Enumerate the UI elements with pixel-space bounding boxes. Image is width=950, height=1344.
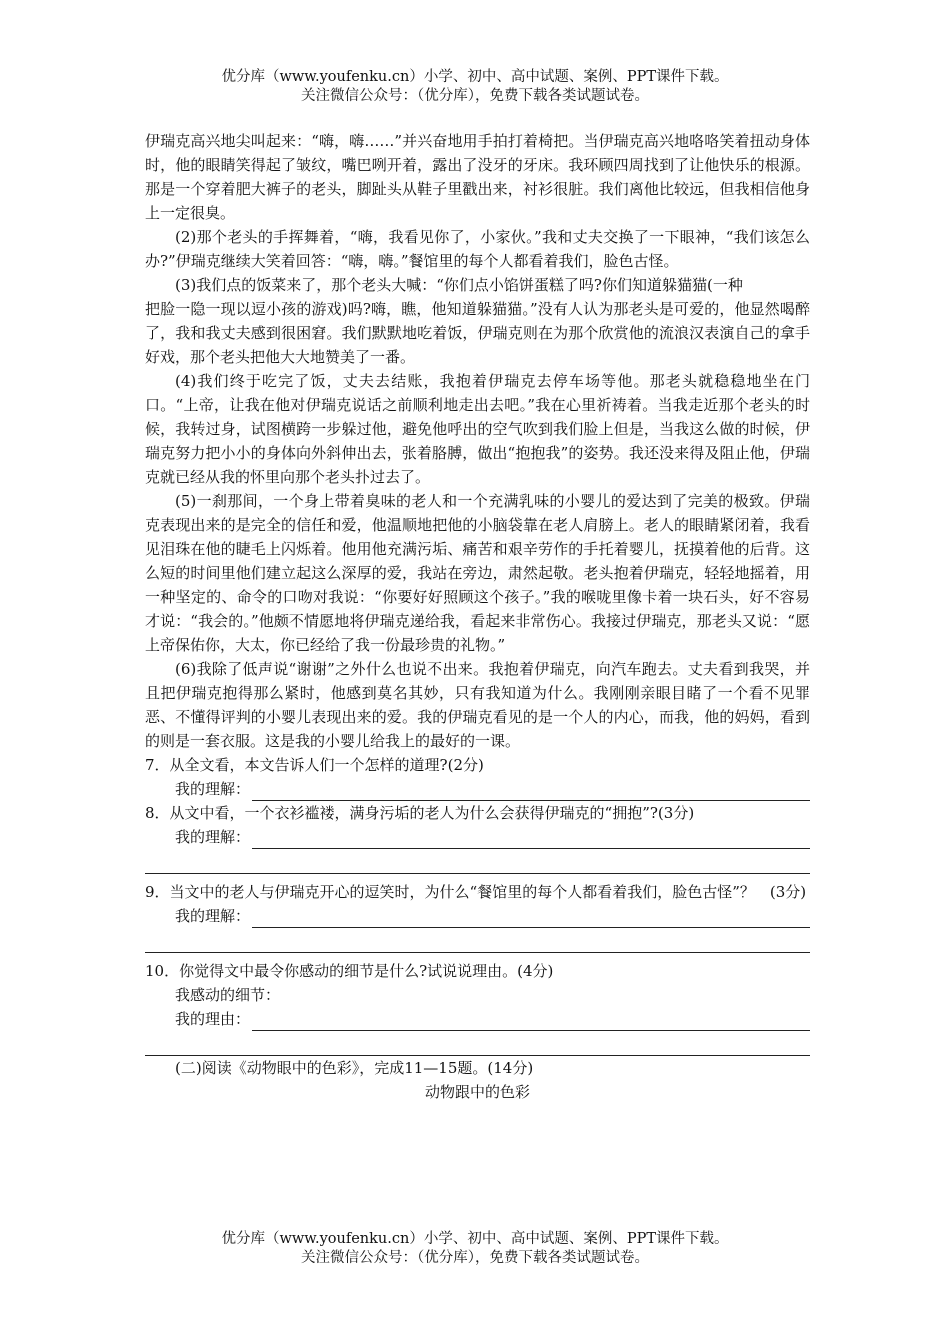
question-10: 10．你觉得文中最令你感动的细节是什么?试说说理由。(4分) [145,962,554,980]
footer-line-1: 优分库（www.youfenku.cn）小学、初中、高中试题、案例、PPT课件下载。 [221,1231,729,1247]
answer-blank-7[interactable] [252,782,810,801]
answer-blank-8[interactable] [252,830,810,849]
answer-row-9 [175,904,810,928]
question-9: 9．当文中的老人与伊瑞克开心的逗笑时，为什么“餐馆里的每个人都看着我们，脸色古怪”？ (3分) [145,883,807,901]
answer-row-7 [175,777,810,801]
answer-row-10-reason [175,1007,810,1031]
document-body [145,129,810,1104]
header-line-1: 优分库（www.youfenku.cn）小学、初中、高中试题、案例、PPT课件下载。 [221,69,729,85]
answer-line-10b[interactable] [145,1031,810,1056]
answer-line-8b[interactable] [145,849,810,874]
footer-line-2: 关注微信公众号：（优分库），免费下载各类试题试卷。 [301,1250,649,1266]
answer-blank-10[interactable] [252,1012,810,1031]
reason-label: 我的理由： [175,1010,251,1028]
paragraph-3a: (3)我们点的饭菜来了，那个老头大喊：“你们点小馅饼蛋糕了吗?你们知道躲猫猫(一种 [175,276,743,294]
header-line-2: 关注微信公众号：（优分库），免费下载各类试题试卷。 [301,88,649,104]
page-header [0,68,950,106]
question-7: 7．从全文看，本文告诉人们一个怎样的道理?(2分) [145,756,484,774]
paragraph-4: (4)我们终于吃完了饭，丈夫去结账，我抱着伊瑞克去停车场等他。那老头就稳稳地坐在门口。“上帝，让我在他对伊瑞克说话之前顺利地走出去吧。”我在心里祈祷着。当我走近那个老头的时候，我转过身，试图横跨一步躲过他，避免他呼出的空气吹到我们脸上但是，当我这么做的时候，伊瑞克努力把小小的身体向外斜伸出去，张着胳膊，做出“抱抱我”的姿势。我还没来得及阻止他，伊瑞克就已经从我的怀里向那个老头扑过去了。 [145,372,810,486]
answer-blank-9[interactable] [252,909,810,928]
paragraph-5: (5)一刹那间，一个身上带着臭味的老人和一个充满乳味的小婴儿的爱达到了完美的极致。伊瑞克表现出来的是完全的信任和爱，他温顺地把他的小脑袋靠在老人肩膀上。老人的眼睛紧闭着，我看见泪珠在他的睫毛上闪烁着。他用他充满污垢、痛苦和艰辛劳作的手托着婴儿，抚摸着他的后背。这么短的时间里他们建立起这么深厚的爱，我站在旁边，肃然起敬。老头抱着伊瑞克，轻轻地摇着，用一种坚定的、命令的口吻对我说：“你要好好照顾这个孩子。”我的喉咙里像卡着一块石头，好不容易才说：“我会的。”他颇不情愿地将伊瑞克递给我，看起来非常伤心。我接过伊瑞克，那老头又说：“愿上帝保佑你，大太，你已经给了我一份最珍贵的礼物。” [145,492,810,654]
answer-label: 我的理解： [175,828,251,846]
question-8: 8．从文中看，一个衣衫褴褛，满身污垢的老人为什么会获得伊瑞克的“拥抱”?(3分) [145,804,695,822]
detail-label: 我感动的细节： [175,986,281,1004]
answer-row-8 [175,825,810,849]
paragraph-1: 伊瑞克高兴地尖叫起来：“嗨，嗨……”并兴奋地用手拍打着椅把。当伊瑞克高兴地咯咯笑着扭动身体时，他的眼睛笑得起了皱纹，嘴巴咧开着，露出了没牙的牙床。我环顾四周找到了让他快乐的根源。那是一个穿着肥大裤子的老头，脚趾头从鞋子里戳出来，衬衫很脏。我们离他比较远，但我相信他身上一定很臭。 [145,132,810,222]
answer-row-10-detail [175,983,810,1007]
page-footer [0,1230,950,1268]
answer-label: 我的理解： [175,907,251,925]
paragraph-6: (6)我除了低声说“谢谢”之外什么也说不出来。我抱着伊瑞克，向汽车跑去。丈夫看到我哭，并且把伊瑞克抱得那么紧时，他感到莫名其妙，只有我知道为什么。我刚刚亲眼目睹了一个看不见罪恶、不懂得评判的小婴儿表现出来的爱。我的伊瑞克看见的是一个人的内心，而我，他的妈妈，看到的则是一套衣服。这是我的小婴儿给我上的最好的一课。 [145,660,810,750]
answer-line-9b[interactable] [145,928,810,953]
section-2-title: 动物跟中的色彩 [424,1083,530,1101]
paragraph-3b: 把脸一隐一现以逗小孩的游戏)吗?嗨，瞧，他知道躲猫猫。”没有人认为那老头是可爱的，他显然喝醉了，我和我丈夫感到很困窘。我们默默地吃着饭，伊瑞克则在为那个欣赏他的流浪汉表演自己的拿手好戏，那个老头把他大大地赞美了一番。 [145,300,810,366]
section-2-intro: (二)阅读《动物眼中的色彩》，完成11—15题。(14分) [175,1059,534,1077]
paragraph-2: (2)那个老头的手挥舞着，“嗨，我看见你了，小家伙。”我和丈夫交换了一下眼神，“我们该怎么办?”伊瑞克继续大笑着回答：“嗨，嗨。”餐馆里的每个人都看着我们，脸色古怪。 [145,228,810,270]
answer-label: 我的理解： [175,780,251,798]
